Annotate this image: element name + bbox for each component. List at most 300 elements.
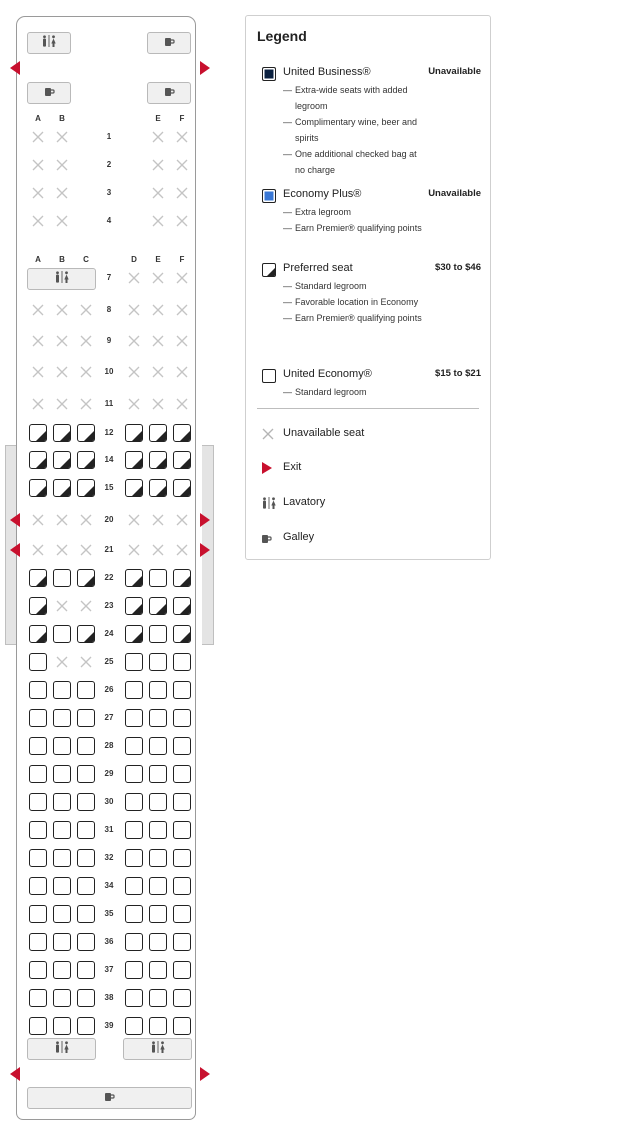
- economy-seat[interactable]: [173, 737, 191, 755]
- row-number: 36: [104, 937, 114, 946]
- preferred-seat[interactable]: [173, 424, 191, 442]
- economy-seat[interactable]: [149, 653, 167, 671]
- economy-seat[interactable]: [173, 877, 191, 895]
- feature-text: Extra legroom: [295, 207, 352, 217]
- economy-seat[interactable]: [29, 1017, 47, 1035]
- row-number: 28: [104, 741, 114, 750]
- economy-seat[interactable]: [125, 653, 143, 671]
- row-number: 3: [106, 188, 112, 197]
- preferred-seat[interactable]: [173, 597, 191, 615]
- unavailable-seat-icon: [55, 655, 69, 669]
- economy-seat[interactable]: [149, 681, 167, 699]
- legend-panel: [245, 15, 491, 560]
- preferred-seat[interactable]: [125, 424, 143, 442]
- preferred-seat[interactable]: [149, 479, 167, 497]
- economy-seat[interactable]: [77, 821, 95, 839]
- preferred-seat[interactable]: [125, 479, 143, 497]
- row-number: 34: [104, 881, 114, 890]
- economy-seat[interactable]: [149, 569, 167, 587]
- preferred-seat[interactable]: [173, 479, 191, 497]
- economy-seat[interactable]: [173, 653, 191, 671]
- unavailable-seat-icon: [151, 130, 165, 144]
- economy-seat[interactable]: [29, 793, 47, 811]
- economy-seat[interactable]: [29, 681, 47, 699]
- economy-seat[interactable]: [77, 877, 95, 895]
- economy-seat[interactable]: [77, 765, 95, 783]
- legend-feature: [283, 278, 425, 294]
- economy-seat[interactable]: [149, 765, 167, 783]
- row-number: 29: [104, 769, 114, 778]
- economy-seat[interactable]: [125, 793, 143, 811]
- economy-seat[interactable]: [173, 933, 191, 951]
- preferred-seat[interactable]: [125, 451, 143, 469]
- exit-arrow-left: [10, 1067, 20, 1081]
- exit-arrow-right: [200, 1067, 210, 1081]
- row-number: 10: [104, 367, 114, 376]
- unavailable-seat-icon: [175, 271, 189, 285]
- exit-arrow-right: [200, 543, 210, 557]
- lavatory: [123, 1038, 192, 1060]
- row-number: 38: [104, 993, 114, 1002]
- feature-dash: —: [283, 117, 292, 127]
- unavailable-seat-icon: [151, 513, 165, 527]
- unavailable-seat-icon: [55, 334, 69, 348]
- economy-seat[interactable]: [125, 933, 143, 951]
- preferred-seat[interactable]: [173, 625, 191, 643]
- economy-seat[interactable]: [29, 989, 47, 1007]
- exit-arrow-left: [10, 513, 20, 527]
- unavailable-seat-icon: [31, 186, 45, 200]
- row-number: 15: [104, 483, 114, 492]
- unavailable-seat-icon: [151, 186, 165, 200]
- economy-seat[interactable]: [77, 905, 95, 923]
- exit-arrow-right: [200, 513, 210, 527]
- seat-column-label: F: [179, 114, 185, 123]
- row-number: 7: [106, 273, 112, 282]
- unavailable-seat-icon: [31, 543, 45, 557]
- row-number: 39: [104, 1021, 114, 1030]
- row-number: 32: [104, 853, 114, 862]
- row-number: 31: [104, 825, 114, 834]
- galley: [27, 82, 71, 104]
- legend-symbol-galley: [257, 528, 477, 548]
- economy-seat[interactable]: [173, 709, 191, 727]
- economy-seat[interactable]: [77, 681, 95, 699]
- economy-seat[interactable]: [53, 737, 71, 755]
- economy-seat[interactable]: [53, 877, 71, 895]
- legend-item-price: $15 to $21: [435, 368, 481, 379]
- preferred-seat[interactable]: [29, 625, 47, 643]
- seat-column-label: D: [131, 255, 137, 264]
- economy-seat[interactable]: [149, 737, 167, 755]
- economy-seat[interactable]: [125, 1017, 143, 1035]
- feature-text: Extra-wide seats with added legroom: [295, 85, 408, 111]
- unavailable-seat-icon: [31, 513, 45, 527]
- seat-column-label: F: [179, 255, 185, 264]
- row-number: 37: [104, 965, 114, 974]
- unavailable-seat-icon: [175, 543, 189, 557]
- feature-text: Standard legroom: [295, 281, 367, 291]
- legend-divider: [257, 408, 479, 409]
- unavailable-seat-icon: [151, 214, 165, 228]
- feature-dash: —: [283, 297, 292, 307]
- seat-column-label: E: [155, 255, 161, 264]
- economy-seat[interactable]: [125, 849, 143, 867]
- unavailable-seat-icon: [79, 365, 93, 379]
- economy-seat[interactable]: [77, 849, 95, 867]
- economy-seat[interactable]: [53, 933, 71, 951]
- economy-seat[interactable]: [125, 961, 143, 979]
- unavailable-seat-icon: [79, 303, 93, 317]
- economy-seat[interactable]: [29, 961, 47, 979]
- unavailable-seat-icon: [55, 130, 69, 144]
- feature-text: One additional checked bag at no charge: [295, 149, 417, 175]
- unavailable-seat-icon: [55, 513, 69, 527]
- preferred-seat[interactable]: [29, 424, 47, 442]
- galley-icon: [44, 84, 55, 102]
- legend-item-name: Economy Plus®: [283, 188, 362, 200]
- unavailable-seat-icon: [79, 397, 93, 411]
- legend-feature: [283, 82, 425, 114]
- galley-icon: [261, 531, 272, 549]
- unavailable-seat-icon: [175, 397, 189, 411]
- legend-title: Legend: [257, 28, 307, 44]
- unavailable-seat-icon: [79, 543, 93, 557]
- economy-seat[interactable]: [149, 1017, 167, 1035]
- economy-seat[interactable]: [53, 709, 71, 727]
- economy-seat[interactable]: [125, 877, 143, 895]
- galley-icon: [164, 34, 175, 52]
- feature-text: Earn Premier® qualifying points: [295, 223, 422, 233]
- economy-seat[interactable]: [125, 765, 143, 783]
- feature-dash: —: [283, 207, 292, 217]
- economy-seat[interactable]: [53, 1017, 71, 1035]
- preferred-seat[interactable]: [53, 424, 71, 442]
- preferred-seat[interactable]: [53, 479, 71, 497]
- unavailable-seat-icon: [79, 334, 93, 348]
- unavailable-seat-icon: [151, 158, 165, 172]
- preferred-seat[interactable]: [149, 597, 167, 615]
- economy-seat[interactable]: [53, 765, 71, 783]
- unavailable-seat-icon: [79, 655, 93, 669]
- preferred-seat[interactable]: [29, 569, 47, 587]
- unavailable-seat-icon: [175, 186, 189, 200]
- seat-map: [0, 0, 240, 1142]
- exit-icon: [261, 461, 273, 480]
- galley-icon: [104, 1089, 115, 1107]
- preferred-seat[interactable]: [173, 569, 191, 587]
- preferred-seat[interactable]: [77, 479, 95, 497]
- unavailable-seat-icon: [175, 513, 189, 527]
- preferred-seat[interactable]: [29, 479, 47, 497]
- seat-column-label: B: [59, 114, 65, 123]
- unavailable-seat-icon: [31, 303, 45, 317]
- unavailable-seat-icon: [79, 513, 93, 527]
- legend-feature: [283, 204, 425, 220]
- legend-symbol-label: Exit: [283, 461, 302, 473]
- economy-seat[interactable]: [149, 989, 167, 1007]
- unavailable-seat-icon: [151, 334, 165, 348]
- legend-feature: [283, 310, 425, 326]
- feature-dash: —: [283, 223, 292, 233]
- feature-dash: —: [283, 85, 292, 95]
- economy-seat[interactable]: [77, 793, 95, 811]
- economy-seat[interactable]: [29, 849, 47, 867]
- legend-item-price: Unavailable: [428, 66, 481, 77]
- unavailable-seat-icon: [151, 397, 165, 411]
- preferred-seat[interactable]: [125, 569, 143, 587]
- preferred-seat[interactable]: [125, 625, 143, 643]
- exit-arrow-left: [10, 61, 20, 75]
- legend-item-name: United Business®: [283, 66, 371, 78]
- legend-symbol-lavatory: [257, 493, 477, 513]
- galley: [147, 82, 191, 104]
- economy-seat[interactable]: [173, 905, 191, 923]
- unavailable-seat-icon: [55, 543, 69, 557]
- legend-item-name: Preferred seat: [283, 262, 353, 274]
- exit-arrow-left: [10, 543, 20, 557]
- unavailable-seat-icon: [175, 334, 189, 348]
- legend-item-features: [283, 204, 425, 236]
- unavailable-seat-icon: [175, 130, 189, 144]
- economy-seat[interactable]: [77, 989, 95, 1007]
- row-number: 26: [104, 685, 114, 694]
- legend-feature: [283, 146, 425, 178]
- economy-seat[interactable]: [125, 905, 143, 923]
- lavatory: [27, 32, 71, 54]
- economy-seat[interactable]: [125, 681, 143, 699]
- legend-feature: [283, 114, 425, 146]
- economy-seat[interactable]: [149, 709, 167, 727]
- economy-seat[interactable]: [29, 877, 47, 895]
- preferred-seat[interactable]: [77, 424, 95, 442]
- unavailable-seat-icon: [127, 334, 141, 348]
- feature-dash: —: [283, 281, 292, 291]
- economy-seat[interactable]: [149, 821, 167, 839]
- row-number: 22: [104, 573, 114, 582]
- unavailable-seat-icon: [151, 365, 165, 379]
- preferred-seat[interactable]: [77, 451, 95, 469]
- economy-seat[interactable]: [53, 793, 71, 811]
- row-number: 11: [104, 399, 114, 408]
- economy-seat[interactable]: [173, 849, 191, 867]
- economy-seat[interactable]: [29, 737, 47, 755]
- unavailable-seat-icon: [55, 397, 69, 411]
- galley: [147, 32, 191, 54]
- economy-seat[interactable]: [173, 765, 191, 783]
- seat-swatch-icon: [262, 263, 276, 277]
- feature-dash: —: [283, 313, 292, 323]
- seat-swatch-icon: [262, 369, 276, 383]
- economy-seat[interactable]: [173, 1017, 191, 1035]
- legend-symbol-label: Lavatory: [283, 496, 326, 508]
- row-number: 9: [106, 336, 112, 345]
- economy-seat[interactable]: [173, 961, 191, 979]
- unavailable-seat-icon: [55, 158, 69, 172]
- lavatory-icon: [150, 1040, 166, 1058]
- row-number: 35: [104, 909, 114, 918]
- economy-seat[interactable]: [29, 653, 47, 671]
- feature-text: Earn Premier® qualifying points: [295, 313, 422, 323]
- unavailable-seat-icon: [31, 334, 45, 348]
- seat-column-label: C: [83, 255, 89, 264]
- lavatory: [27, 1038, 96, 1060]
- seat-column-label: B: [59, 255, 65, 264]
- preferred-seat[interactable]: [77, 569, 95, 587]
- seat-swatch-icon: [262, 189, 276, 203]
- economy-seat[interactable]: [53, 625, 71, 643]
- economy-seat[interactable]: [53, 961, 71, 979]
- row-number: 14: [104, 455, 114, 464]
- legend-feature: [283, 384, 425, 400]
- unavailable-seat-icon: [31, 214, 45, 228]
- economy-seat[interactable]: [77, 933, 95, 951]
- row-number: 24: [104, 629, 114, 638]
- preferred-seat[interactable]: [29, 597, 47, 615]
- unavailable-seat-icon: [55, 303, 69, 317]
- unavailable-seat-icon: [175, 365, 189, 379]
- row-number: 8: [106, 305, 112, 314]
- unavailable-seat-icon: [127, 271, 141, 285]
- legend-item-features: [283, 384, 425, 400]
- economy-seat[interactable]: [29, 905, 47, 923]
- preferred-seat[interactable]: [125, 597, 143, 615]
- row-number: 2: [106, 160, 112, 169]
- economy-seat[interactable]: [125, 989, 143, 1007]
- unavailable-seat-icon: [127, 365, 141, 379]
- economy-seat[interactable]: [53, 989, 71, 1007]
- row-number: 1: [106, 132, 112, 141]
- legend-item-name: United Economy®: [283, 368, 372, 380]
- exit-arrow-right: [200, 61, 210, 75]
- row-number: 23: [104, 601, 114, 610]
- economy-seat[interactable]: [29, 765, 47, 783]
- unavailable-seat-icon: [127, 543, 141, 557]
- unavailable-seat-icon: [31, 397, 45, 411]
- unavailable-seat-icon: [55, 214, 69, 228]
- row-number: 12: [104, 428, 114, 437]
- unavailable-seat-icon: [31, 158, 45, 172]
- row-number: 4: [106, 216, 112, 225]
- economy-seat[interactable]: [149, 793, 167, 811]
- preferred-seat[interactable]: [77, 625, 95, 643]
- preferred-seat[interactable]: [149, 451, 167, 469]
- seat-column-label: E: [155, 114, 161, 123]
- economy-seat[interactable]: [77, 961, 95, 979]
- lavatory-icon: [54, 270, 70, 288]
- legend-symbol-label: Galley: [283, 531, 315, 543]
- lavatory: [27, 268, 96, 290]
- galley-icon: [164, 84, 175, 102]
- feature-text: Favorable location in Economy: [295, 297, 419, 307]
- economy-seat[interactable]: [173, 681, 191, 699]
- row-number: 30: [104, 797, 114, 806]
- unavailable-seat-icon: [55, 599, 69, 613]
- unavailable-seat-icon: [175, 214, 189, 228]
- lavatory-icon: [261, 496, 277, 514]
- feature-text: Standard legroom: [295, 387, 367, 397]
- economy-seat[interactable]: [125, 709, 143, 727]
- feature-dash: —: [283, 149, 292, 159]
- legend-item-features: [283, 82, 425, 178]
- unavailable-seat-icon: [151, 271, 165, 285]
- economy-seat[interactable]: [53, 569, 71, 587]
- unavailable-seat-icon: [127, 397, 141, 411]
- economy-seat[interactable]: [173, 989, 191, 1007]
- economy-seat[interactable]: [149, 933, 167, 951]
- lavatory-icon: [54, 1040, 70, 1058]
- legend-item-price: Unavailable: [428, 188, 481, 199]
- unavailable-seat-icon: [151, 543, 165, 557]
- economy-seat[interactable]: [77, 737, 95, 755]
- economy-seat[interactable]: [173, 821, 191, 839]
- unavailable-seat-icon: [175, 303, 189, 317]
- unavailable-seat-icon: [79, 599, 93, 613]
- economy-seat[interactable]: [53, 821, 71, 839]
- unavailable-icon: [261, 427, 275, 446]
- economy-seat[interactable]: [29, 821, 47, 839]
- unavailable-seat-icon: [55, 186, 69, 200]
- economy-seat[interactable]: [173, 793, 191, 811]
- economy-seat[interactable]: [53, 681, 71, 699]
- unavailable-seat-icon: [127, 513, 141, 527]
- unavailable-seat-icon: [31, 130, 45, 144]
- unavailable-seat-icon: [31, 365, 45, 379]
- preferred-seat[interactable]: [173, 451, 191, 469]
- lavatory-icon: [41, 34, 57, 52]
- economy-seat[interactable]: [53, 849, 71, 867]
- economy-seat[interactable]: [149, 877, 167, 895]
- seat-column-label: A: [35, 114, 41, 123]
- economy-seat[interactable]: [77, 1017, 95, 1035]
- preferred-seat[interactable]: [149, 424, 167, 442]
- legend-symbol-exit: [257, 458, 477, 478]
- legend-item-price: $30 to $46: [435, 262, 481, 273]
- legend-feature: [283, 294, 425, 310]
- row-number: 21: [104, 545, 114, 554]
- feature-dash: —: [283, 387, 292, 397]
- economy-seat[interactable]: [149, 625, 167, 643]
- economy-seat[interactable]: [149, 961, 167, 979]
- unavailable-seat-icon: [55, 365, 69, 379]
- preferred-seat[interactable]: [29, 451, 47, 469]
- economy-seat[interactable]: [149, 849, 167, 867]
- legend-feature: [283, 220, 425, 236]
- aircraft-cabin: [16, 16, 196, 1120]
- row-number: 20: [104, 515, 114, 524]
- row-number: 27: [104, 713, 114, 722]
- seat-column-label: A: [35, 255, 41, 264]
- row-number: 25: [104, 657, 114, 666]
- legend-symbol-label: Unavailable seat: [283, 427, 365, 439]
- galley: [27, 1087, 192, 1109]
- unavailable-seat-icon: [151, 303, 165, 317]
- legend-symbol-unavailable: [257, 424, 477, 444]
- economy-seat[interactable]: [29, 933, 47, 951]
- unavailable-seat-icon: [127, 303, 141, 317]
- economy-seat[interactable]: [29, 709, 47, 727]
- feature-text: Complimentary wine, beer and spirits: [295, 117, 418, 143]
- unavailable-seat-icon: [175, 158, 189, 172]
- economy-seat[interactable]: [125, 737, 143, 755]
- seat-swatch-icon: [262, 67, 276, 81]
- economy-seat[interactable]: [125, 821, 143, 839]
- preferred-seat[interactable]: [53, 451, 71, 469]
- economy-seat[interactable]: [149, 905, 167, 923]
- economy-seat[interactable]: [77, 709, 95, 727]
- legend-item-features: [283, 278, 425, 326]
- economy-seat[interactable]: [53, 905, 71, 923]
